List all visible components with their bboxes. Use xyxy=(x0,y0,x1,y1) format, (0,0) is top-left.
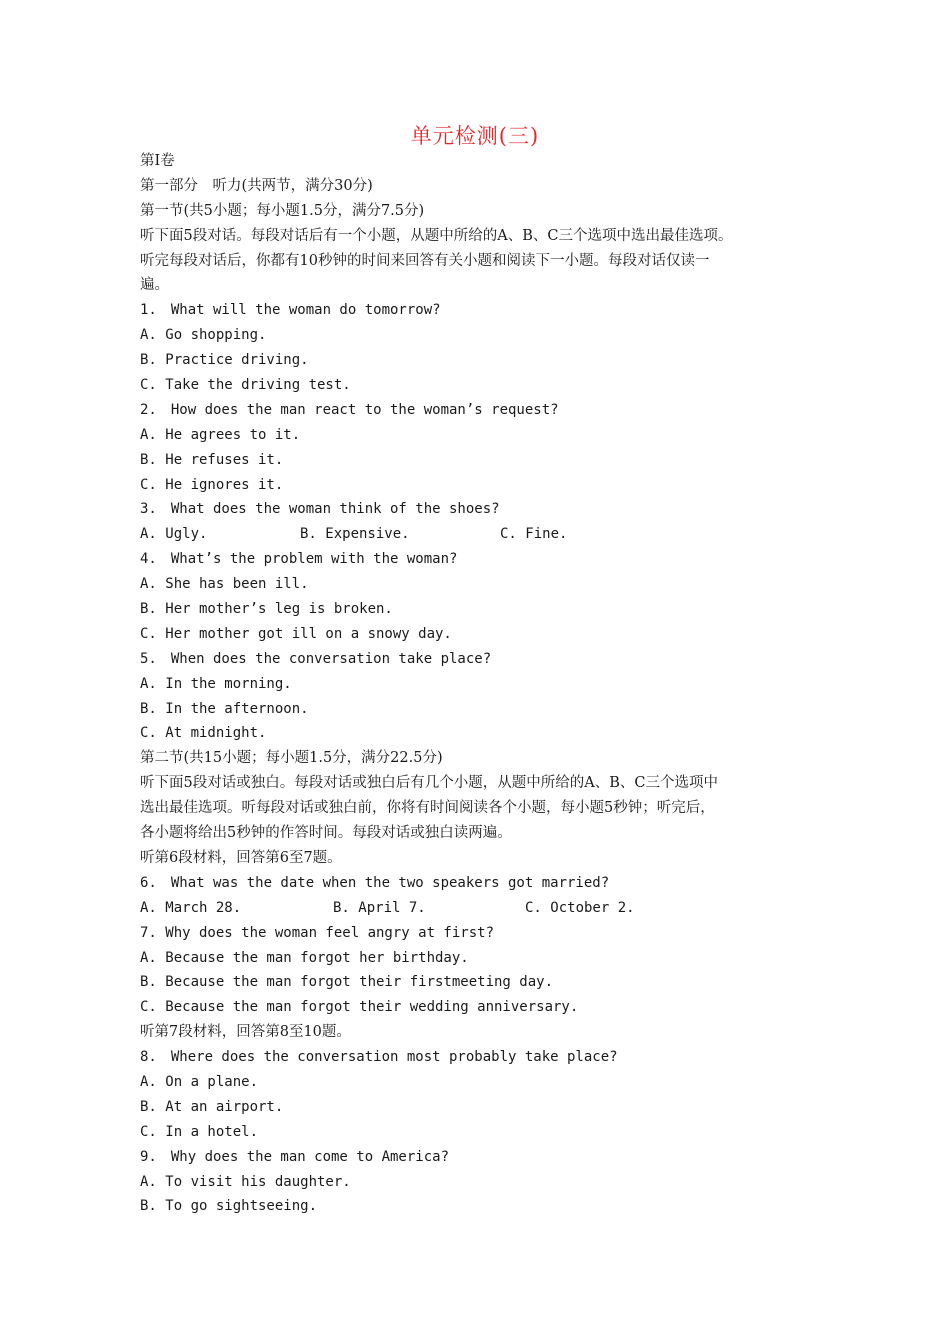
instruction-line: 选出最佳选项。听每段对话或独白前，你将有时间阅读各个小题，每小题5秒钟；听完后， xyxy=(140,800,715,817)
option-line: C. Take the driving test. xyxy=(140,377,351,394)
option-line: C. In a hotel. xyxy=(140,1123,259,1140)
volume-label: 第Ⅰ卷 xyxy=(140,153,175,169)
instruction-line: 听下面5段对话或独白。每段对话或独白后有几个小题，从题中所给的A、B、C三个选项中 xyxy=(140,775,718,792)
question-4: 4. What’s the problem with the woman? xyxy=(140,551,458,568)
option-line: A. In the morning. xyxy=(140,675,292,692)
question-2: 2. How does the man react to the woman’s request? xyxy=(140,401,559,418)
question-5: 5. When does the conversation take place? xyxy=(140,650,492,667)
option-c: C. Fine. xyxy=(500,526,568,543)
instruction-line: 遍。 xyxy=(140,277,169,294)
option-b: B. Expensive. xyxy=(300,526,410,543)
part-heading: 第一部分 听力(共两节，满分30分) xyxy=(140,177,373,194)
option-line: C. He ignores it. xyxy=(140,476,284,493)
question-1: 1. What will the woman do tomorrow? xyxy=(140,302,441,319)
option-line: B. At an airport. xyxy=(140,1098,284,1115)
question-8: 8. Where does the conversation most probably take place? xyxy=(140,1049,618,1066)
document-title: 单元检测(三) xyxy=(410,124,540,148)
option-line: A. Because the man forgot her birthday. xyxy=(140,949,469,966)
option-a: A. March 28. xyxy=(140,899,242,916)
option-line: A. He agrees to it. xyxy=(140,426,301,443)
option-c: C. October 2. xyxy=(525,899,635,916)
instruction-line: 各小题将给出5秒钟的作答时间。每段对话或独白读两遍。 xyxy=(140,825,512,842)
document-body xyxy=(140,149,820,1219)
question-3-options xyxy=(140,522,820,547)
option-line: C. Her mother got ill on a snowy day. xyxy=(140,625,452,642)
instruction-line: 听完每段对话后，你都有10秒钟的时间来回答有关小题和阅读下一小题。每段对话仅读一 xyxy=(140,252,710,269)
instruction-line: 听下面5段对话。每段对话后有一个小题，从题中所给的A、B、C三个选项中选出最佳选项。 xyxy=(140,227,733,244)
option-line: B. Because the man forgot their firstmeeting day. xyxy=(140,974,554,991)
option-line: C. Because the man forgot their wedding anniversary. xyxy=(140,999,579,1016)
option-a: A. Ugly. xyxy=(140,526,208,543)
option-line: A. To visit his daughter. xyxy=(140,1173,351,1190)
question-9: 9. Why does the man come to America? xyxy=(140,1148,450,1165)
section-heading: 第一节(共5小题；每小题1.5分，满分7.5分) xyxy=(140,202,425,219)
question-6-options xyxy=(140,896,820,921)
question-3: 3. What does the woman think of the shoes? xyxy=(140,501,500,518)
question-6: 6. What was the date when the two speakers got married? xyxy=(140,874,610,891)
option-line: B. Her mother’s leg is broken. xyxy=(140,601,393,618)
option-line: C. At midnight. xyxy=(140,725,267,742)
option-b: B. April 7. xyxy=(333,899,426,916)
option-line: B. Practice driving. xyxy=(140,352,309,369)
option-line: B. He refuses it. xyxy=(140,451,284,468)
option-line: A. On a plane. xyxy=(140,1073,259,1090)
option-line: A. She has been ill. xyxy=(140,576,309,593)
option-line: B. In the afternoon. xyxy=(140,700,309,717)
option-line: B. To go sightseeing. xyxy=(140,1198,318,1215)
section-heading: 第二节(共15小题；每小题1.5分，满分22.5分) xyxy=(140,750,443,767)
option-line: A. Go shopping. xyxy=(140,327,267,344)
question-7: 7. Why does the woman feel angry at first? xyxy=(140,924,495,941)
material-heading: 听第7段材料，回答第8至10题。 xyxy=(140,1024,351,1041)
material-heading: 听第6段材料，回答第6至7题。 xyxy=(140,849,342,866)
